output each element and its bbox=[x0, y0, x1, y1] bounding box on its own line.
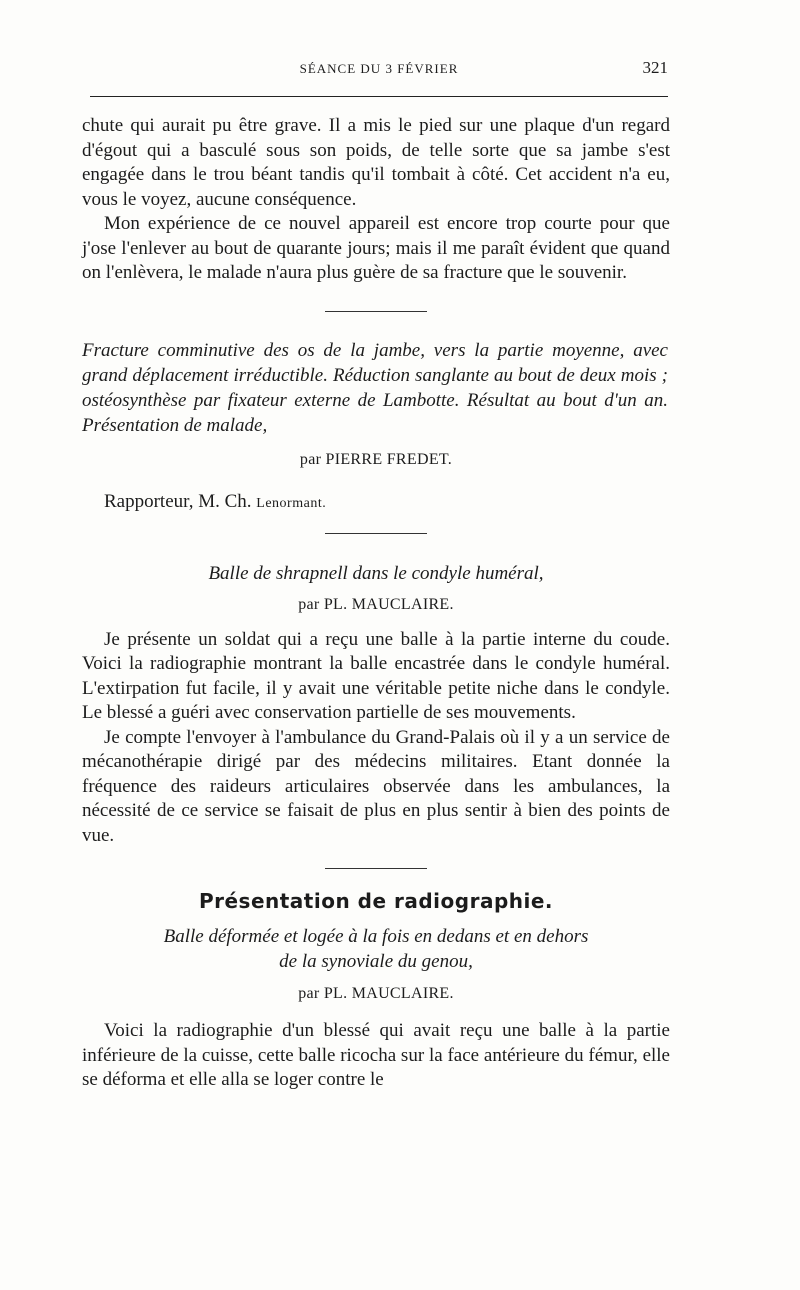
running-title: SÉANCE DU 3 FÉVRIER bbox=[299, 61, 459, 76]
rapporteur-line bbox=[82, 490, 670, 516]
article-title-shrapnell: Balle de shrapnell dans le condyle huméral, bbox=[208, 562, 544, 584]
byline-mauclaire: par PL. MAUCLAIRE. bbox=[298, 595, 454, 613]
separator-rule bbox=[325, 533, 427, 534]
page-number: 321 bbox=[642, 58, 668, 77]
shrapnell-paragraph-1: Je présente un soldat qui a reçu une balle à la partie interne du coude. Voici la radiographie montrant la balle encastrée dans le condyle huméral. L'extirpation fut facile, il y avait une véritable petite niche dans le condyle. Le blessé a guéri avec conservation partielle de ses mouvements. bbox=[82, 628, 670, 723]
header-rule bbox=[90, 96, 668, 97]
section-heading: Présentation de radiographie. bbox=[198, 889, 554, 913]
article-title-genou-line-1: Balle déformée et logée à la fois en dedans et en dehors bbox=[163, 926, 589, 947]
article-title-fredet: Fracture comminutive des os de la jambe, vers la partie moyenne, avec grand déplacement irréductible. Réduction sanglante au bout de deux mois ; ostéosynthèse par fixateur externe de Lambotte. Résultat au bout d'un an. Présentation de malade, bbox=[82, 339, 668, 436]
separator-rule bbox=[325, 868, 427, 869]
shrapnell-paragraph-2: Je compte l'envoyer à l'ambulance du Grand-Palais où il y a un service de mécanothérapie dirigé par des médecins militaires. Etant donnée la fréquence des raideurs articulaires observée dans les ambulances, la nécessité de ce service se faisait de plus en plus sentir à bien des points de vue. bbox=[82, 726, 670, 846]
separator-rule bbox=[325, 311, 427, 312]
page-body bbox=[82, 114, 670, 1093]
rapporteur-name: Lenormant. bbox=[256, 495, 327, 511]
genou-paragraph-1: Voici la radiographie d'un blessé qui avait reçu une balle à la partie inférieure de la cuisse, cette balle ricocha sur la face antérieure du fémur, elle se déforma et elle alla se loger contre le bbox=[82, 1020, 670, 1090]
continuation-paragraph-1: chute qui aurait pu être grave. Il a mis le pied sur une plaque d'un regard d'égout qui a basculé sous son poids, de telle sorte que sa jambe s'est engagée dans le trou béant tandis qu'il tombait à côté. Cet accident n'a eu, vous le voyez, aucune conséquence. bbox=[82, 115, 670, 210]
byline-mauclaire-2: par PL. MAUCLAIRE. bbox=[298, 985, 454, 1002]
byline-fredet: par PIERRE FREDET. bbox=[299, 450, 453, 468]
rapporteur-prefix: Rapporteur, M. Ch. bbox=[104, 490, 257, 512]
continuation-paragraph-2: Mon expérience de ce nouvel appareil est encore trop courte pour que j'ose l'enlever au bout de quarante jours; mais il me paraît évident que quand on l'enlèvera, le malade n'aura plus guère de sa fracture que le souvenir. bbox=[82, 213, 670, 283]
article-title-genou-line-2: de la synoviale du genou, bbox=[279, 951, 473, 972]
article-title-genou bbox=[82, 924, 670, 974]
page-header bbox=[90, 58, 668, 82]
